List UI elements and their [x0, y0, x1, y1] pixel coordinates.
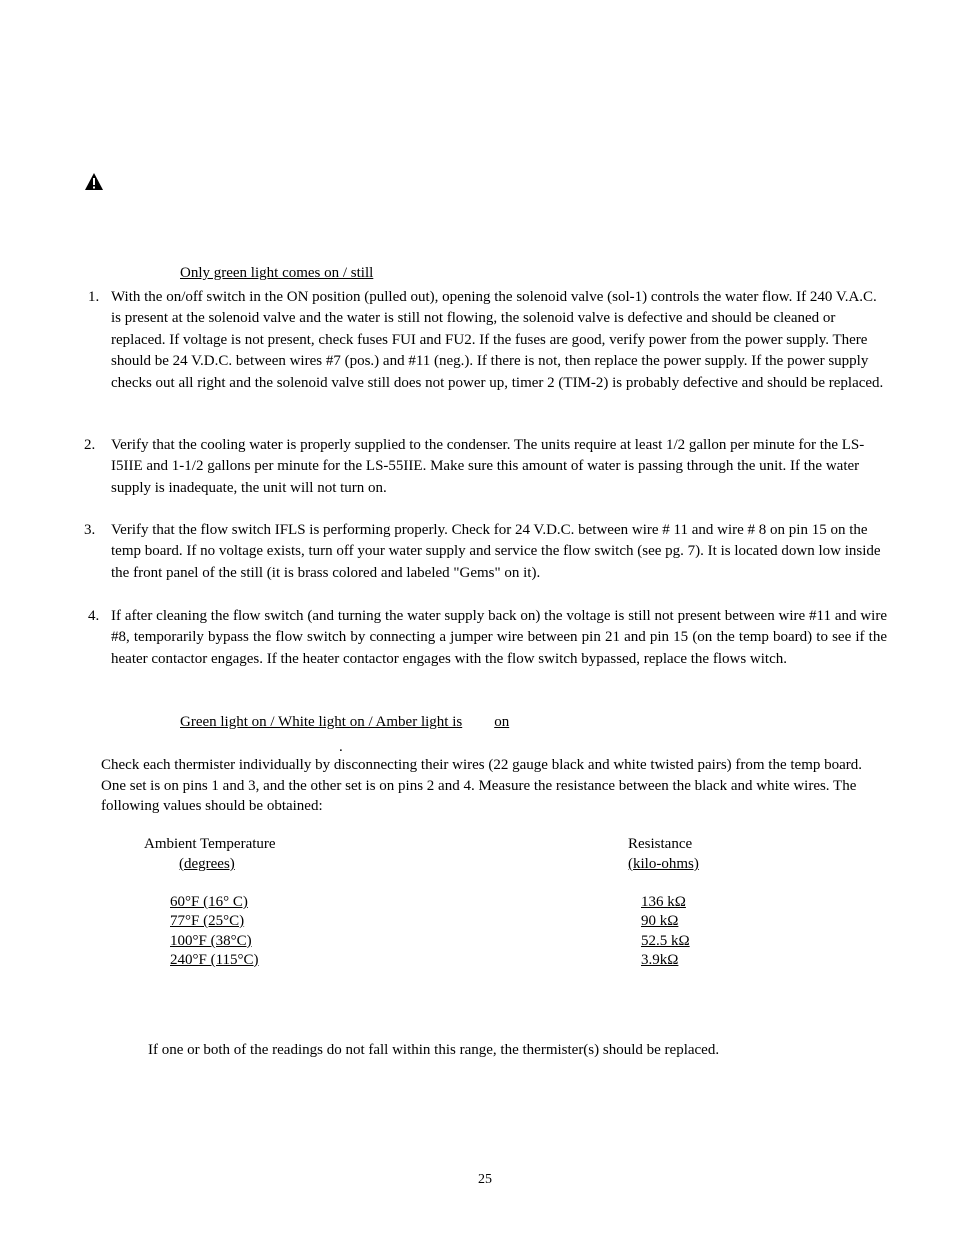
table-row-res: 52.5 kΩ: [641, 933, 690, 949]
list-item: [0, 520, 954, 586]
table-row-temp: 77°F (25°C): [170, 913, 245, 929]
page-number: 25: [478, 1172, 492, 1187]
item-number: 1.: [88, 289, 100, 305]
section2-heading-text: Green light on / White light on / Amber light is: [180, 714, 463, 730]
item-number: 2.: [84, 437, 96, 453]
table-row-temp: 100°F (38°C): [170, 933, 252, 949]
intro-paragraph: Check each thermister individually by disconnecting their wires (22 gauge black and white twisted pairs) from the temp board. One set is on pins 1 and 3, and the other set is on pins 2 and 4. Measure the resistance between the black and white wires. The following values should be obtained:: [101, 757, 863, 814]
section1-heading: [84, 264, 373, 282]
closing-note: If one or both of the readings do not fall within this range, the thermister(s) should be replaced.: [148, 1042, 720, 1058]
table-row-temp: 240°F (115°C): [170, 952, 259, 968]
list-item: [0, 435, 954, 501]
item-text: With the on/off switch in the ON position (pulled out), opening the solenoid valve (sol-1) controls the water flow. If 240 V.A.C. is present at the solenoid valve and the water is still not flowing, the solenoid valve is defective and should be cleaned or replaced. If voltage is not present, check fuses FUI and FU2. If the fuses are good, verify power from the power supply. There should be 24 V.D.C. between wires #7 (pos.) and #11 (neg.). If there is not, then replace the power supply. If the power supply checks out all right and the solenoid valve still does not power up, timer 2 (TIM-2) is probably defective and should be replaced.: [111, 289, 884, 391]
col-resistance-header: Resistance: [628, 836, 693, 852]
col-temperature-subheader: (degrees): [179, 856, 235, 872]
section2-heading-end: on: [494, 714, 510, 730]
list-item: [0, 606, 954, 694]
item-text: Verify that the flow switch IFLS is performing properly. Check for 24 V.D.C. between wire # 11 and wire # 8 on pin 15 on the temp board. If no voltage exists, turn off your water supply and service the flow switch (see pg. 7). It is located down low inside the front panel of the still (it is brass colored and labeled "Gems" on it).: [111, 522, 881, 581]
list-item: [0, 287, 954, 417]
section2-heading: [84, 713, 509, 731]
item-number: 3.: [84, 522, 96, 538]
table-row-res: 90 kΩ: [641, 913, 679, 929]
item-text: If after cleaning the flow switch (and turning the water supply back on) the voltage is still not present between wire #11 and wire #8, temporarily bypass the flow switch by connecting a jumper wire between pin 21 and pin 15 (on the temp board) to see if the heater contactor engages. If the heater contactor engages with the flow switch bypassed, replace the flows witch.: [111, 608, 887, 667]
table-row-temp: 60°F (16° C): [170, 894, 248, 910]
stray-dot: .: [339, 739, 343, 755]
table-row-res: 3.9kΩ: [641, 952, 679, 968]
section1-heading-text: Only green light comes on / still: [180, 265, 374, 281]
col-temperature-header: Ambient Temperature: [144, 836, 276, 852]
col-resistance-subheader: (kilo-ohms): [628, 856, 699, 872]
table-row-res: 136 kΩ: [641, 894, 686, 910]
item-text: Verify that the cooling water is properly supplied to the condenser. The units require at least 1/2 gallon per minute for the LS-I5IIE and 1-1/2 gallons per minute for the LS-55IIE. Make sure this amount of water is passing through the unit. If the water supply is inadequate, the unit will not turn on.: [111, 437, 865, 496]
warning-triangle-icon: [84, 172, 104, 191]
item-number: 4.: [88, 608, 100, 624]
